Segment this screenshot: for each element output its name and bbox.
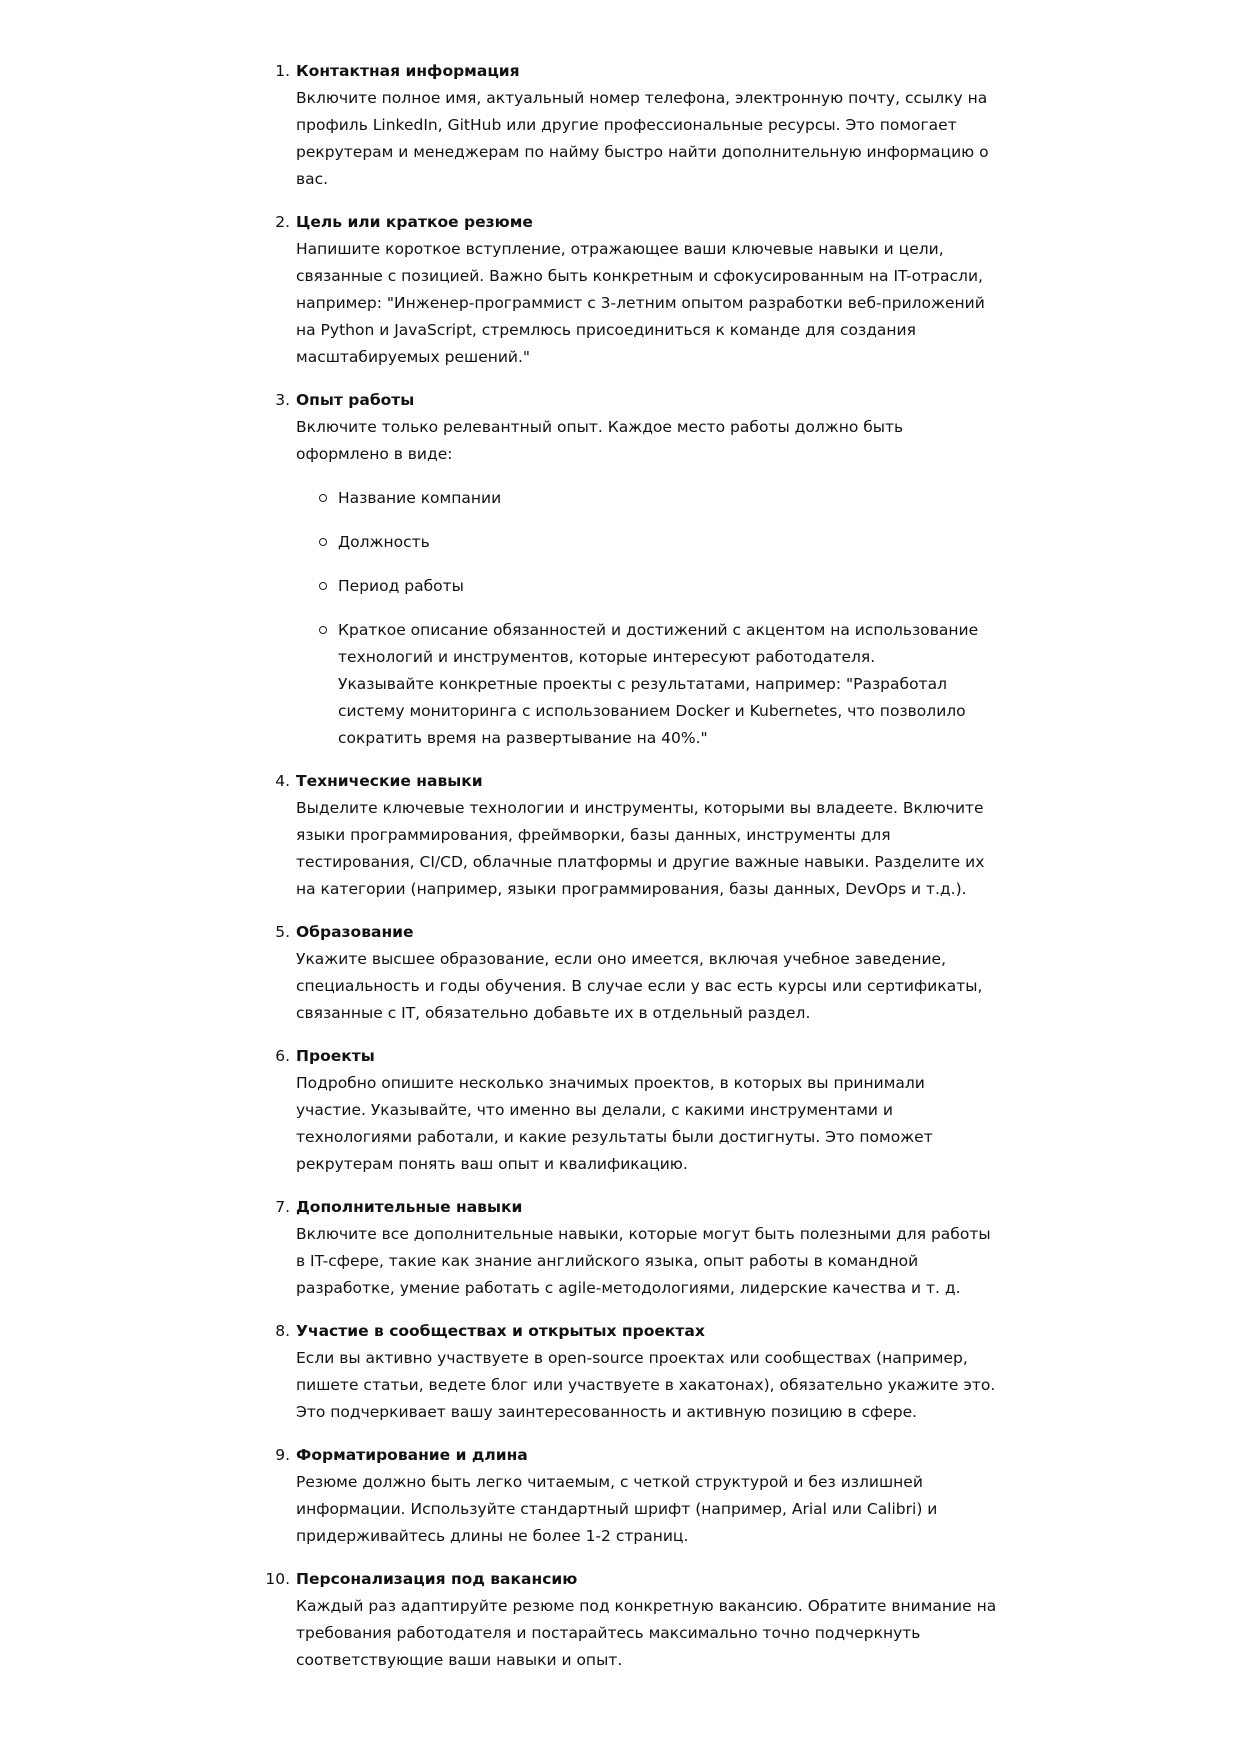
section-number: 7.	[275, 1198, 290, 1216]
list-item	[338, 529, 998, 556]
section-number: 8.	[275, 1322, 290, 1340]
resume-tips-list	[265, 58, 998, 1674]
list-item	[338, 485, 998, 512]
section-body: Напишите короткое вступление, отражающее ваши ключевые навыки и цели, связанные с позицией. Важно быть конкретным и сфокусированным на IT-отрасли, например: "Инженер-программист с 3-летним опытом разработки веб-приложений на Python и JavaScript, стремлюсь присоединиться к команде для создания масштабируемых решений."	[296, 240, 985, 366]
section-projects	[268, 1043, 998, 1178]
section-number: 5.	[275, 923, 290, 941]
section-communities	[268, 1318, 998, 1426]
circle-bullet-icon	[319, 626, 327, 634]
section-body: Подробно опишите несколько значимых проектов, в которых вы принимали участие. Указывайте, что именно вы делали, с какими инструментами и технологиями работали, и какие результаты были достигнуты. Это поможет рекрутерам понять ваш опыт и квалификацию.	[296, 1074, 933, 1173]
section-body: Выделите ключевые технологии и инструменты, которыми вы владеете. Включите языки программирования, фреймворки, базы данных, инструменты для тестирования, CI/CD, облачные платформы и другие важные навыки. Разделите их на категории (например, языки программирования, базы данных, DevOps и т.д.).	[296, 799, 985, 898]
section-title: Контактная информация	[296, 62, 520, 80]
list-item-text: Краткое описание обязанностей и достижений с акцентом на использование технологий и инструментов, которые интересуют работодателя.	[338, 621, 979, 666]
document-content	[265, 58, 998, 1690]
section-personalization	[265, 1566, 998, 1674]
section-objective	[268, 209, 998, 371]
section-title: Образование	[296, 923, 414, 941]
section-body: Укажите высшее образование, если оно имеется, включая учебное заведение, специальность и годы обучения. В случае если у вас есть курсы или сертификаты, связанные с IT, обязательно добавьте их в отдельный раздел.	[296, 950, 983, 1022]
section-body: Включите все дополнительные навыки, которые могут быть полезными для работы в IT-сфере, такие как знание английского языка, опыт работы в командной разработке, умение работать с agile-методологиями, лидерские качества и т. д.	[296, 1225, 991, 1297]
list-item-extra-text: Указывайте конкретные проекты с результатами, например: "Разработал систему мониторинга с использованием Docker и Kubernetes, что позволило сократить время на развертывание на 40%."	[338, 675, 966, 747]
section-number: 4.	[275, 772, 290, 790]
list-item	[338, 573, 998, 600]
section-title: Проекты	[296, 1047, 375, 1065]
section-education	[268, 919, 998, 1027]
section-number: 10.	[265, 1570, 290, 1588]
section-contact-info	[268, 58, 998, 193]
circle-bullet-icon	[319, 538, 327, 546]
work-experience-sublist	[296, 485, 998, 752]
section-body: Включите только релевантный опыт. Каждое место работы должно быть оформлено в виде:	[296, 418, 904, 463]
section-body: Каждый раз адаптируйте резюме под конкретную вакансию. Обратите внимание на требования работодателя и постарайтесь максимально точно подчеркнуть соответствующие ваши навыки и опыт.	[296, 1597, 997, 1669]
circle-bullet-icon	[319, 494, 327, 502]
section-number: 1.	[275, 62, 290, 80]
section-title: Форматирование и длина	[296, 1446, 528, 1464]
section-title: Технические навыки	[296, 772, 483, 790]
section-body: Если вы активно участвуете в open-source проектах или сообществах (например, пишете статьи, ведете блог или участвуете в хакатонах), обязательно укажите это. Это подчеркивает вашу заинтересованность и активную позицию в сфере.	[296, 1349, 996, 1421]
list-item-text: Период работы	[338, 577, 464, 595]
section-title: Дополнительные навыки	[296, 1198, 523, 1216]
list-item-text: Название компании	[338, 489, 502, 507]
section-technical-skills	[268, 768, 998, 903]
section-number: 3.	[275, 391, 290, 409]
section-title: Персонализация под вакансию	[296, 1570, 578, 1588]
section-title: Участие в сообществах и открытых проектах	[296, 1322, 705, 1340]
list-item	[338, 617, 998, 752]
section-body: Включите полное имя, актуальный номер телефона, электронную почту, ссылку на профиль LinkedIn, GitHub или другие профессиональные ресурсы. Это помогает рекрутерам и менеджерам по найму быстро найти дополнительную информацию о вас.	[296, 89, 989, 188]
list-item-text: Должность	[338, 533, 430, 551]
section-number: 9.	[275, 1446, 290, 1464]
section-number: 2.	[275, 213, 290, 231]
section-work-experience	[268, 387, 998, 752]
circle-bullet-icon	[319, 582, 327, 590]
section-formatting	[268, 1442, 998, 1550]
section-number: 6.	[275, 1047, 290, 1065]
section-title: Опыт работы	[296, 391, 415, 409]
section-additional-skills	[268, 1194, 998, 1302]
section-body: Резюме должно быть легко читаемым, с четкой структурой и без излишней информации. Используйте стандартный шрифт (например, Arial или Calibri) и придерживайтесь длины не более 1-2 страниц.	[296, 1473, 938, 1545]
section-title: Цель или краткое резюме	[296, 213, 533, 231]
